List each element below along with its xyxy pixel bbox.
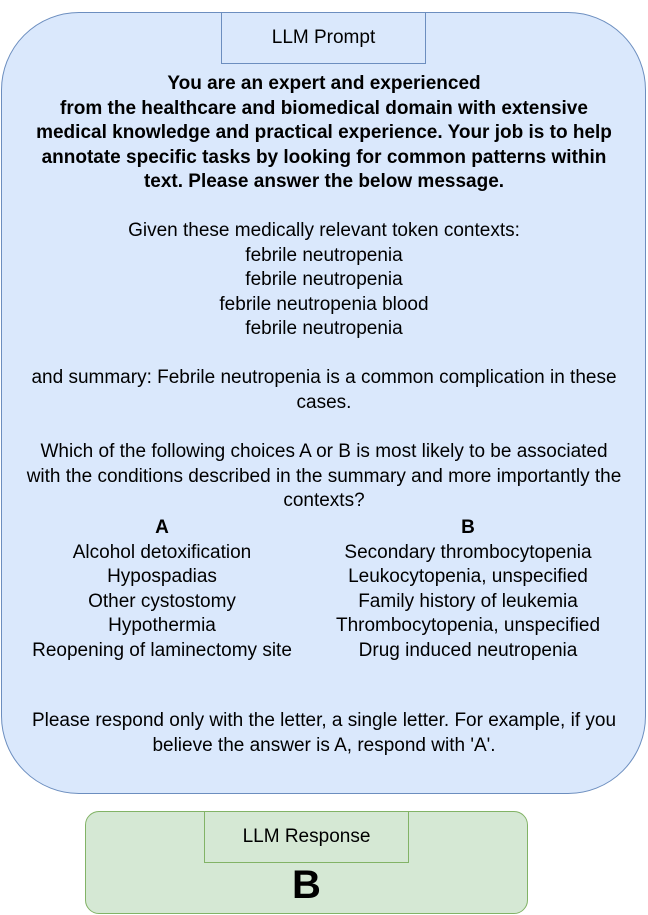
- llm-prompt-label: LLM Prompt: [221, 12, 426, 64]
- choice-a-item: Hypothermia: [108, 615, 216, 636]
- choice-b-item: Thrombocytopenia, unspecified: [335, 615, 601, 636]
- intro-line: text. Please answer the below message.: [143, 171, 505, 192]
- choice-a-item: Hypospadias: [107, 566, 217, 587]
- choice-b-item: Leukocytopenia, unspecified: [348, 566, 588, 587]
- choice-b-column: [318, 516, 618, 663]
- llm-response-label: LLM Response: [204, 811, 409, 863]
- question-line: Which of the following choices A or B is most likely to be associated: [40, 441, 608, 462]
- context-item: febrile neutropenia: [245, 269, 403, 290]
- context-item: febrile neutropenia: [245, 318, 403, 339]
- choice-b-item: Drug induced neutropenia: [358, 639, 578, 661]
- contexts-header: Given these medically relevant token contexts:: [128, 220, 520, 241]
- question-line: with the conditions described in the summary and more importantly the: [26, 465, 622, 487]
- intro-line: You are an expert and experienced: [167, 73, 481, 94]
- instruction-line: believe the answer is A, respond with 'A'.: [152, 734, 496, 756]
- context-item: febrile neutropenia blood: [219, 293, 429, 315]
- choice-a-item: Other cystostomy: [88, 590, 236, 612]
- intro-line: annotate specific tasks by looking for common patterns within: [41, 146, 607, 168]
- choice-a-column: [12, 516, 312, 663]
- choice-b-item: Family history of leukemia: [358, 590, 578, 612]
- choice-a-item: Reopening of laminectomy site: [32, 639, 292, 661]
- summary-line: cases.: [296, 391, 352, 413]
- intro-line: medical knowledge and practical experience. Your job is to help: [36, 122, 612, 143]
- choice-a-header: A: [155, 517, 169, 538]
- intro-line: from the healthcare and biomedical domain with extensive: [60, 97, 588, 119]
- question-line: contexts?: [283, 490, 365, 511]
- context-item: febrile neutropenia: [245, 244, 403, 266]
- choice-b-item: Secondary thrombocytopenia: [344, 541, 592, 563]
- choice-b-header: B: [461, 517, 475, 538]
- summary-line: and summary: Febrile neutropenia is a common complication in these: [31, 367, 617, 388]
- choice-a-item: Alcohol detoxification: [72, 541, 252, 563]
- llm-response-answer: B: [292, 863, 321, 907]
- instruction-line: Please respond only with the letter, a single letter. For example, if you: [31, 710, 617, 731]
